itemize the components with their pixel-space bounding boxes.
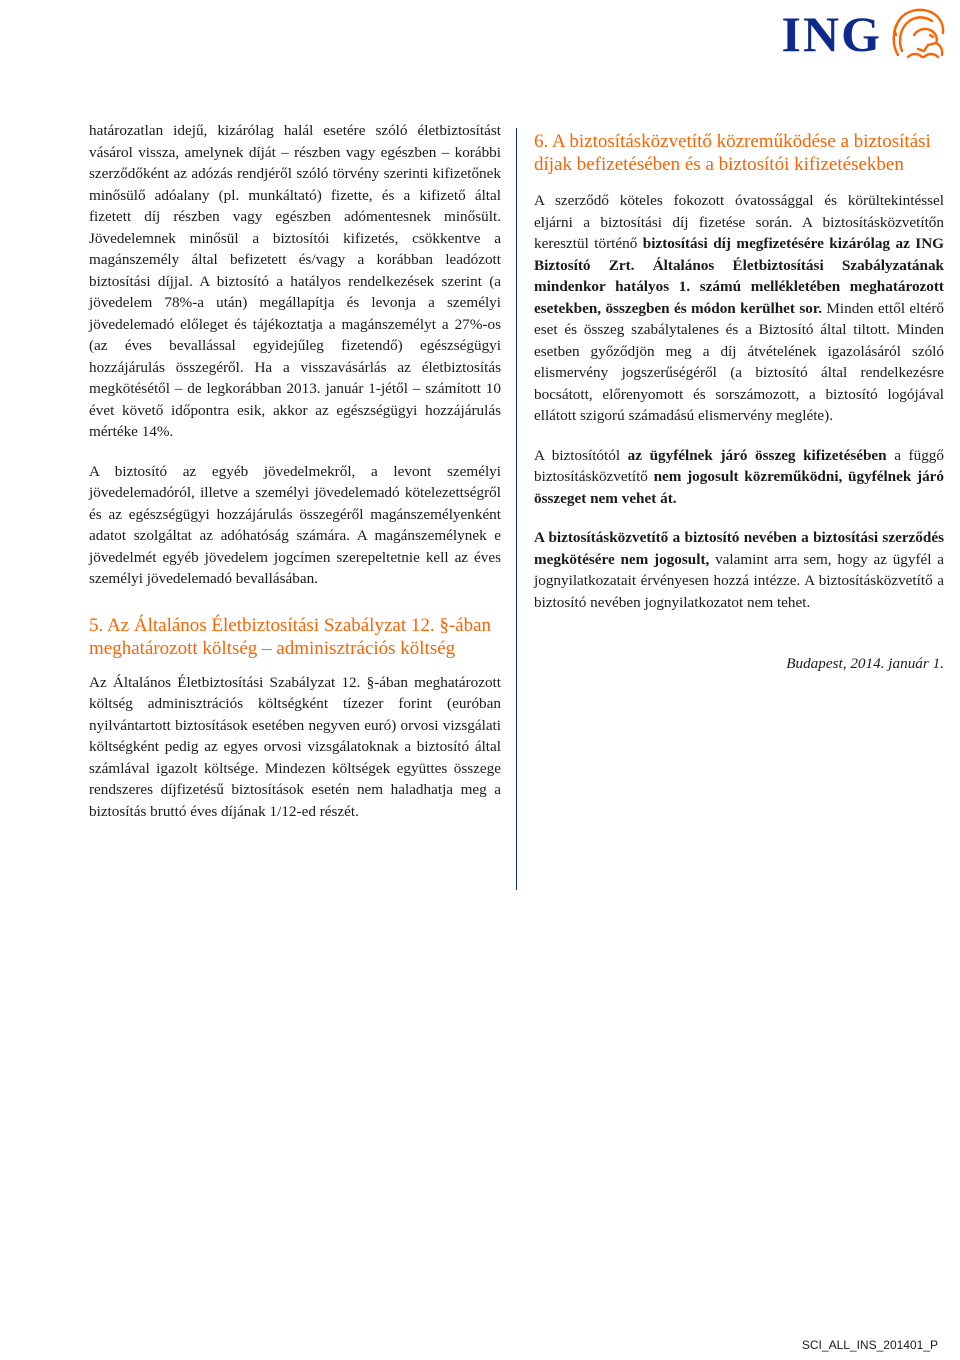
brand-name: ING — [781, 6, 882, 62]
text-span: A biztosítótól — [534, 446, 628, 464]
section-6-heading: 6. A biztosításközvetítő közreműködése a biztosítási díjak befizetésében és a biztosítói kifizetésekben — [534, 131, 931, 175]
document-code: SCI_ALL_INS_201401_P — [801, 1338, 938, 1352]
bold-span: biztosítási díj megfizetésére kizárólag az ING Biztosító Zrt. Általános Életbiztosítási Szabályzatának mindenkor hatályos 1. számú mellékletében meghatározott esetekben, összegben és módon kerülhet sor. — [534, 235, 944, 317]
text-span: A biztosító a hatályos rendelkezések szerint (a jövedelem 78%-a után) megállapítja és levonja a személyi jövedelemadó előleget és tájékoztatja a magánszemélyt a 27%-os (az éves bevallással egyidejűleg fizetendő) egészségügyi hozzájárulás összegéről. — [89, 272, 501, 376]
bold-span: A biztosításközvetítő a biztosító nevében a biztosítási szerződés megkötésére nem jogosult, — [534, 529, 944, 568]
text-span: Jövedelemnek minősül a biztosítói kifizetés, csökkentve a magánszemély által befizetett és/vagy a korábban leadózott biztosítási díjjal. — [89, 229, 501, 290]
left-paragraph-2: A biztosító az egyéb jövedelmekről, a levont személyi jövedelemadóról, illetve a személyi jövedelemadó kötelezettségről és az egészségügyi hozzájárulás összegéről magánszemélyenként adatot szolgáltat az adóhatóság számára. A magánszemélynek e jövedelmét egyéb jövedelem jogcímen szerepeltetnie kell az éves személyi jövedelemadó bevallásában. — [89, 462, 501, 587]
left-paragraph-1 — [89, 120, 501, 443]
right-column — [534, 120, 944, 675]
left-paragraph-3: Az Általános Életbiztosítási Szabályzat 12. §-ában meghatározott költség adminisztrációs költségként tízezer forint (euróban nyilvántartott biztosítások esetében negyven euró) orvosi vizsgálati költségként pedig az egyes orvosi vizsgálatoknak a biztosító által számlával igazolt költsége. Mindezen költségek együttes összege rendszeres díjfizetésű biztosítások esetén nem haladhatja meg a biztosítás bruttó éves díjának 1/12-ed részét. — [89, 673, 501, 820]
bold-span: az ügyfélnek járó összeg kifizetésében — [627, 446, 887, 464]
column-divider — [516, 128, 517, 890]
text-span: Ha a visszavásárlás az életbiztosítás megkötésétől – de legkorábban 2013. január 1-jétől – számított 10 évet követő időpontra esik, akkor az egészségügyi hozzájárulás mértéke 14%. — [89, 358, 501, 440]
text-span: a függő biztosításközvetítő — [534, 446, 944, 485]
text-span: A szerződő köteles fokozott óvatossággal és körültekintéssel eljárni a biztosítási díj fizetése során. A biztosításközvetítőn keresztül történő — [534, 192, 944, 252]
right-paragraph-3 — [534, 527, 944, 613]
text-span: Minden ettől eltérő eset és összeg szabálytalenes és a Biztosító által tiltott. Minden esetben győződjön meg a díj átvételének igazolásáról szóló elismervény jogszerűségéről (a biztosító által rendelkezésre bocsátott, előrenyomott és sorszámozott, a biztosító logójával ellátott szigorú számadású elismervény megléte). — [534, 299, 944, 424]
section-5-heading: 5. Az Általános Életbiztosítási Szabályzat 12. §-ában meghatározott költség – adminisztrációs költség — [89, 614, 492, 659]
right-paragraph-1 — [534, 190, 944, 427]
right-paragraph-2 — [534, 445, 944, 510]
document-date: Budapest, 2014. január 1. — [786, 655, 944, 672]
text-span: valamint arra sem, hogy az ügyfél a jognyilatkozatait érvényesen hozzá intézze. A biztosításközvetítő a biztosító nevében jognyilatkozatot nem tehet. — [534, 550, 944, 611]
left-column — [89, 120, 501, 822]
lion-icon — [888, 5, 950, 63]
text-span: határozatlan idejű, kizárólag halál esetére szóló életbiztosítást vásárol vissza, amelynek díját – részben vagy egészben – korábbi szerződőként az adózás rendjéről szóló törvény szerinti kifizetőnek minősülő adóalany (pl. munkáltató) fizette, és a kifizető által fizetett díj részben vagy egészben adómentesnek minősült. — [89, 122, 501, 225]
ing-logo — [782, 4, 950, 64]
bold-span: nem jogosult közreműködni, ügyfélnek járó összeget nem vehet át. — [534, 468, 945, 507]
